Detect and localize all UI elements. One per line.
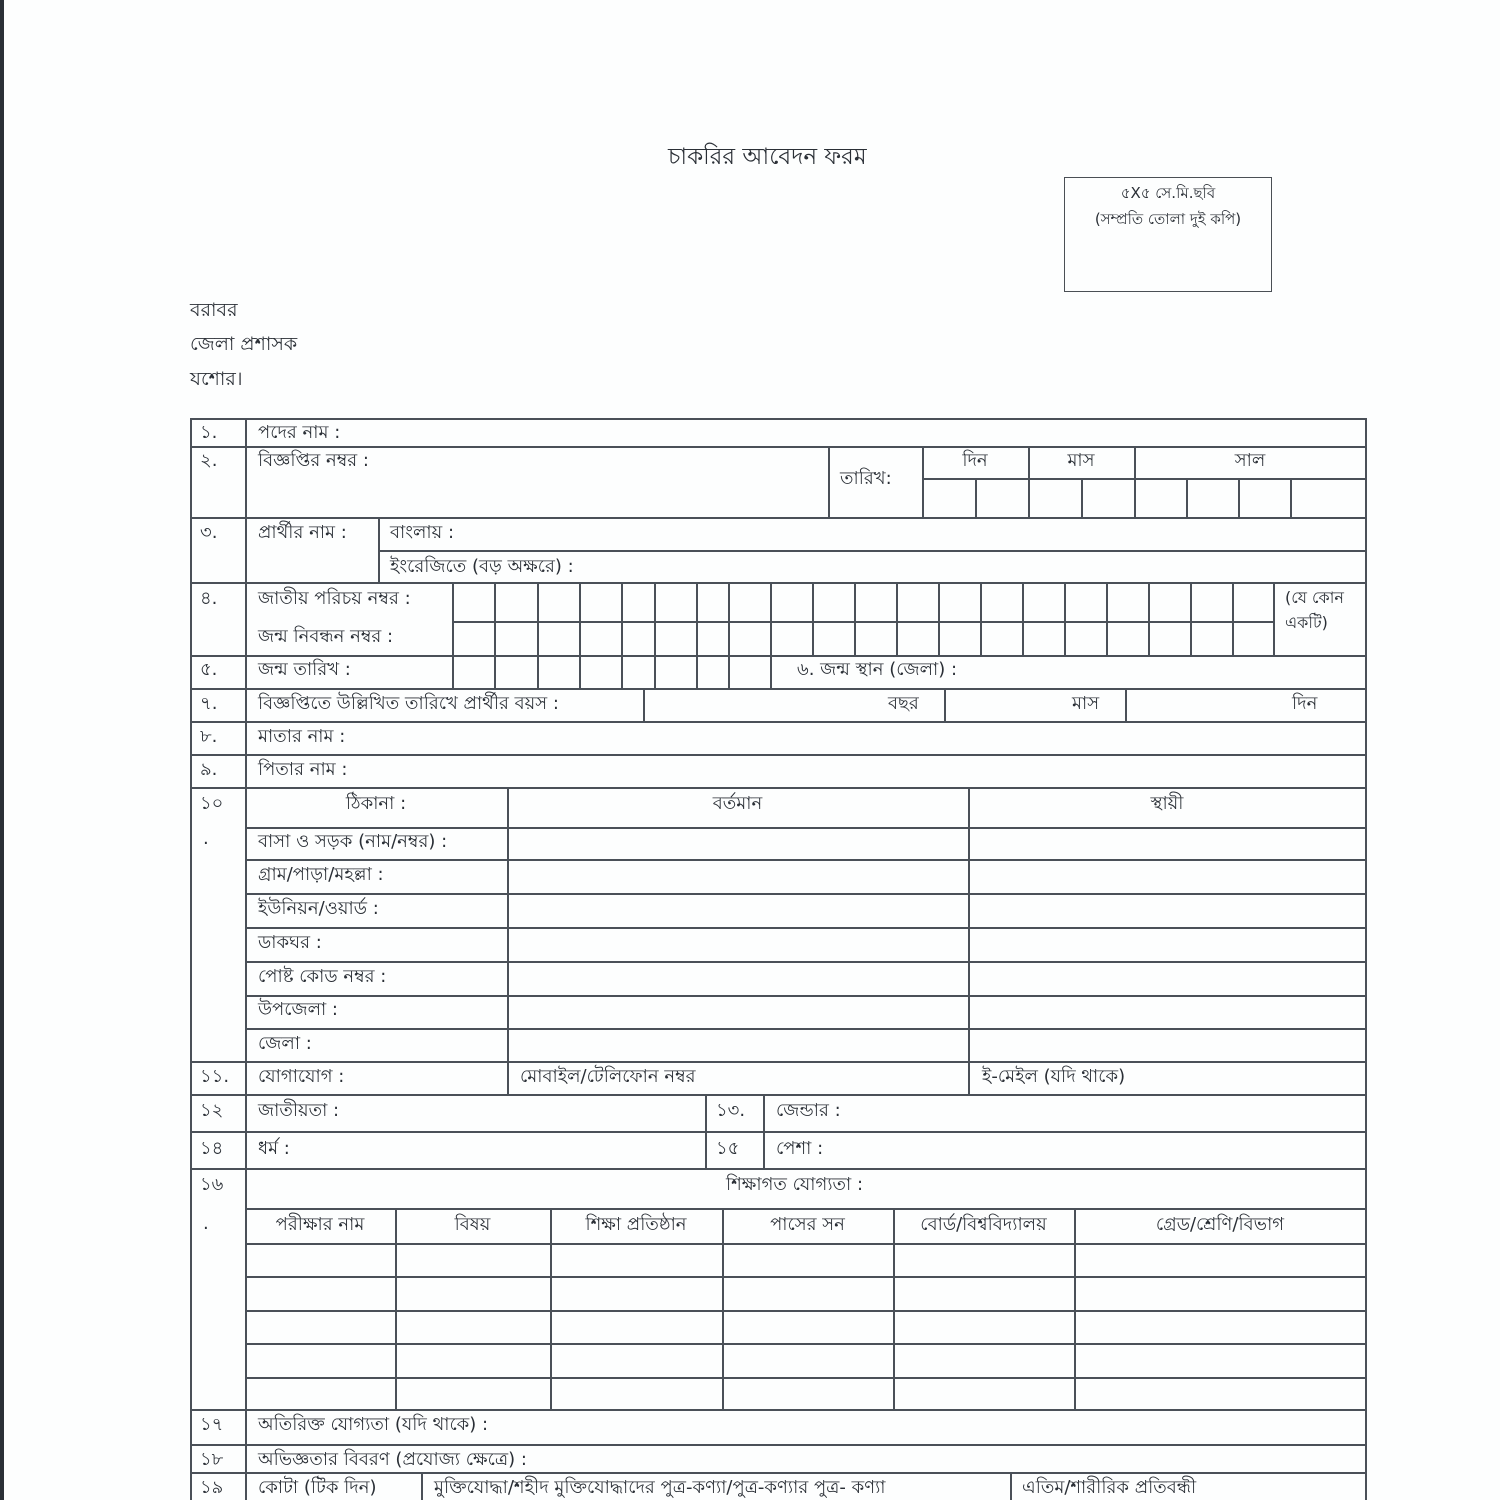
row-number: ৫. bbox=[200, 659, 218, 680]
education-label: শিক্ষাগত যোগ্যতা : bbox=[726, 1174, 864, 1195]
table-rule bbox=[190, 655, 1365, 657]
table-rule bbox=[190, 1061, 1365, 1063]
table-rule bbox=[1148, 582, 1150, 655]
table-rule bbox=[944, 688, 946, 721]
table-rule bbox=[245, 1276, 1365, 1278]
row-number: ১. bbox=[200, 422, 218, 443]
table-rule bbox=[621, 655, 623, 688]
table-rule bbox=[395, 1208, 397, 1409]
address-label: ঠিকানা : bbox=[345, 793, 407, 814]
table-rule bbox=[190, 418, 192, 1500]
either-one-note: (যে কোন bbox=[1285, 588, 1344, 607]
table-rule bbox=[190, 754, 1365, 756]
table-rule bbox=[190, 446, 1365, 448]
table-rule bbox=[705, 1094, 707, 1168]
table-rule bbox=[190, 1094, 1365, 1096]
birth-place-field[interactable]: ৬. জন্ম স্থান (জেলা) : bbox=[797, 659, 958, 680]
date-label: তারিখ: bbox=[840, 468, 892, 489]
table-rule bbox=[922, 478, 1365, 480]
row-number: ৯. bbox=[200, 759, 218, 780]
table-rule bbox=[494, 582, 496, 655]
edu-col-grade: গ্রেড/শ্রেণি/বিভাগ bbox=[1155, 1214, 1285, 1235]
age-year-label: বছর bbox=[888, 693, 919, 714]
row-number: ১৮ bbox=[200, 1449, 224, 1470]
row-number: ১৯ bbox=[200, 1477, 224, 1498]
address-district: জেলা : bbox=[258, 1033, 312, 1054]
addressee-line1: বরাবর bbox=[190, 299, 238, 321]
row-number: ১৭ bbox=[200, 1414, 224, 1435]
table-rule bbox=[245, 893, 1365, 895]
table-rule bbox=[190, 721, 1365, 723]
table-rule bbox=[1081, 478, 1083, 517]
gender-field[interactable]: জেন্ডার : bbox=[776, 1100, 841, 1121]
table-rule bbox=[245, 418, 247, 1500]
table-rule bbox=[190, 688, 1365, 690]
table-rule bbox=[378, 550, 1365, 552]
table-rule bbox=[245, 1310, 1365, 1312]
table-rule bbox=[1106, 582, 1108, 655]
table-rule bbox=[579, 655, 581, 688]
religion-field[interactable]: ধর্ম : bbox=[258, 1138, 290, 1159]
row-number: ১১. bbox=[200, 1066, 230, 1087]
edu-col-subject: বিষয় bbox=[454, 1214, 491, 1235]
table-rule bbox=[968, 787, 970, 1094]
address-post-office: ডাকঘর : bbox=[258, 932, 322, 953]
table-rule bbox=[245, 859, 1365, 861]
row-number: ১২ bbox=[200, 1100, 224, 1121]
edu-col-year: পাসের সন bbox=[770, 1214, 845, 1235]
date-month-label: মাস bbox=[1067, 450, 1095, 471]
mother-name-field[interactable]: মাতার নাম : bbox=[258, 726, 346, 747]
table-rule bbox=[1064, 582, 1066, 655]
table-rule bbox=[190, 418, 1365, 420]
table-rule bbox=[190, 1444, 1365, 1446]
table-rule bbox=[190, 1168, 1365, 1170]
table-rule bbox=[893, 1208, 895, 1409]
edu-col-institution: শিক্ষা প্রতিষ্ঠান bbox=[585, 1214, 687, 1235]
row-number: ৭. bbox=[200, 693, 218, 714]
table-rule bbox=[245, 995, 1365, 997]
table-rule bbox=[1125, 688, 1127, 721]
scan-edge bbox=[0, 0, 4, 1500]
experience-field[interactable]: অভিজ্ঞতার বিবরণ (প্রযোজ্য ক্ষেত্রে) : bbox=[258, 1449, 527, 1470]
row-number-dot: . bbox=[203, 828, 209, 849]
father-name-field[interactable]: পিতার নাম : bbox=[258, 759, 348, 780]
permanent-address-header: স্থায়ী bbox=[1150, 793, 1184, 814]
age-label: বিজ্ঞপ্তিতে উল্লিখিত তারিখে প্রার্থীর বয়স : bbox=[258, 693, 559, 714]
date-day-label: দিন bbox=[962, 450, 988, 471]
table-rule bbox=[245, 1343, 1365, 1345]
table-rule bbox=[980, 582, 982, 655]
table-rule bbox=[643, 688, 645, 721]
table-rule bbox=[190, 517, 1365, 519]
row-number: ১৬ bbox=[200, 1174, 224, 1195]
table-rule bbox=[190, 1409, 1365, 1411]
table-rule bbox=[696, 655, 698, 688]
table-rule bbox=[1022, 582, 1024, 655]
address-upazila: উপজেলা : bbox=[258, 999, 338, 1020]
row-number: ৪. bbox=[200, 588, 218, 609]
table-rule bbox=[1190, 582, 1192, 655]
quota-freedom-fighter-option[interactable]: মুক্তিযোদ্ধা/শহীদ মুক্তিযোদ্ধাদের পুত্র-কণ্যা/পুত্র-কণ্যার পুত্র- কণ্যা bbox=[434, 1477, 886, 1498]
nationality-field[interactable]: জাতীয়তা : bbox=[258, 1100, 340, 1121]
birth-reg-label: জন্ম নিবন্ধন নম্বর : bbox=[258, 626, 394, 647]
additional-qualification-field[interactable]: অতিরিক্ত যোগ্যতা (যদি থাকে) : bbox=[258, 1414, 489, 1435]
table-rule bbox=[763, 1094, 765, 1168]
table-rule bbox=[728, 655, 730, 688]
table-rule bbox=[452, 621, 1273, 623]
table-rule bbox=[537, 582, 539, 655]
row-number: ১৫ bbox=[716, 1138, 740, 1159]
quota-orphan-disabled-option[interactable]: এতিম/শারীরিক প্রতিবন্ধী bbox=[1022, 1477, 1197, 1498]
table-rule bbox=[854, 582, 856, 655]
name-english-field[interactable]: ইংরেজিতে (বড় অক্ষরে) : bbox=[390, 556, 574, 577]
row-number: ১০ bbox=[200, 793, 224, 814]
row-number: ৩. bbox=[200, 522, 218, 543]
email-field[interactable]: ই-মেইল (যদি থাকে) bbox=[982, 1066, 1126, 1087]
table-rule bbox=[770, 655, 772, 688]
occupation-field[interactable]: পেশা : bbox=[776, 1138, 824, 1159]
table-rule bbox=[1273, 582, 1275, 655]
table-rule bbox=[245, 927, 1365, 929]
table-rule bbox=[452, 655, 454, 688]
table-rule bbox=[190, 1131, 1365, 1133]
nid-label: জাতীয় পরিচয় নম্বর : bbox=[258, 588, 411, 609]
table-rule bbox=[245, 827, 1365, 829]
edu-col-exam: পরীক্ষার নাম bbox=[275, 1214, 365, 1235]
table-rule bbox=[245, 1208, 1365, 1210]
table-rule bbox=[975, 478, 977, 517]
address-village: গ্রাম/পাড়া/মহল্লা : bbox=[258, 864, 384, 885]
row-number: ৮. bbox=[200, 726, 218, 747]
table-rule bbox=[812, 582, 814, 655]
table-rule bbox=[245, 961, 1365, 963]
table-rule bbox=[938, 582, 940, 655]
row-number: ২. bbox=[200, 450, 218, 471]
row-number: ১৩. bbox=[716, 1100, 746, 1121]
applicant-name-label: প্রার্থীর নাম : bbox=[258, 522, 347, 543]
date-year-label: সাল bbox=[1234, 450, 1266, 471]
contact-label: যোগাযোগ : bbox=[258, 1066, 345, 1087]
table-rule bbox=[1365, 418, 1367, 1500]
address-union: ইউনিয়ন/ওয়ার্ড : bbox=[258, 898, 379, 919]
table-rule bbox=[494, 655, 496, 688]
address-house-road: বাসা ও সড়ক (নাম/নম্বর) : bbox=[258, 831, 448, 852]
table-rule bbox=[579, 582, 581, 655]
age-day-label: দিন bbox=[1292, 693, 1318, 714]
table-rule bbox=[1290, 478, 1292, 517]
table-rule bbox=[722, 1208, 724, 1409]
table-rule bbox=[728, 582, 730, 655]
addressee-line2: জেলা প্রশাসক bbox=[190, 333, 298, 355]
table-rule bbox=[507, 787, 509, 1094]
table-rule bbox=[245, 1377, 1365, 1379]
present-address-header: বর্তমান bbox=[712, 793, 763, 814]
table-rule bbox=[1238, 478, 1240, 517]
quota-label: কোটা (টিক দিন) bbox=[258, 1477, 377, 1498]
post-name-field[interactable]: পদের নাম : bbox=[258, 422, 341, 443]
photo-size: ৫X৫ সে.মি.ছবি bbox=[1120, 184, 1216, 202]
table-rule bbox=[770, 582, 772, 655]
table-rule bbox=[1134, 478, 1136, 517]
age-month-label: মাস bbox=[1072, 693, 1100, 714]
table-rule bbox=[245, 1028, 1365, 1030]
table-rule bbox=[190, 582, 1365, 584]
table-rule bbox=[896, 582, 898, 655]
table-rule bbox=[1232, 582, 1234, 655]
table-rule bbox=[245, 1243, 1365, 1245]
table-rule bbox=[537, 655, 539, 688]
table-rule bbox=[828, 446, 830, 517]
table-rule bbox=[421, 1472, 423, 1500]
table-rule bbox=[696, 582, 698, 655]
table-rule bbox=[1186, 478, 1188, 517]
row-number-dot: . bbox=[203, 1213, 209, 1234]
table-rule bbox=[654, 655, 656, 688]
photo-box bbox=[1064, 177, 1272, 292]
photo-note: (সম্প্রতি তোলা দুই কপি) bbox=[1094, 210, 1242, 228]
edu-col-board: বোর্ড/বিশ্ববিদ্যালয় bbox=[920, 1214, 1047, 1235]
either-one-note-2: একটি) bbox=[1285, 613, 1328, 632]
table-rule bbox=[190, 787, 1365, 789]
table-rule bbox=[550, 1208, 552, 1409]
mobile-field[interactable]: মোবাইল/টেলিফোন নম্বর bbox=[520, 1066, 696, 1087]
table-rule bbox=[1010, 1472, 1012, 1500]
form-title: চাকরির আবেদন ফরম bbox=[668, 144, 867, 170]
advert-number-field[interactable]: বিজ্ঞপ্তির নম্বর : bbox=[258, 450, 369, 471]
table-rule bbox=[1074, 1208, 1076, 1409]
table-rule bbox=[452, 582, 454, 655]
address-post-code: পোষ্ট কোড নম্বর : bbox=[258, 966, 387, 987]
table-rule bbox=[621, 582, 623, 655]
table-rule bbox=[1028, 478, 1030, 517]
row-number: ১৪ bbox=[200, 1138, 224, 1159]
name-bangla-field[interactable]: বাংলায় : bbox=[390, 522, 455, 543]
table-rule bbox=[190, 1472, 1365, 1474]
addressee-line3: যশোর। bbox=[190, 368, 243, 390]
table-rule bbox=[654, 582, 656, 655]
birth-date-label: জন্ম তারিখ : bbox=[258, 659, 351, 680]
